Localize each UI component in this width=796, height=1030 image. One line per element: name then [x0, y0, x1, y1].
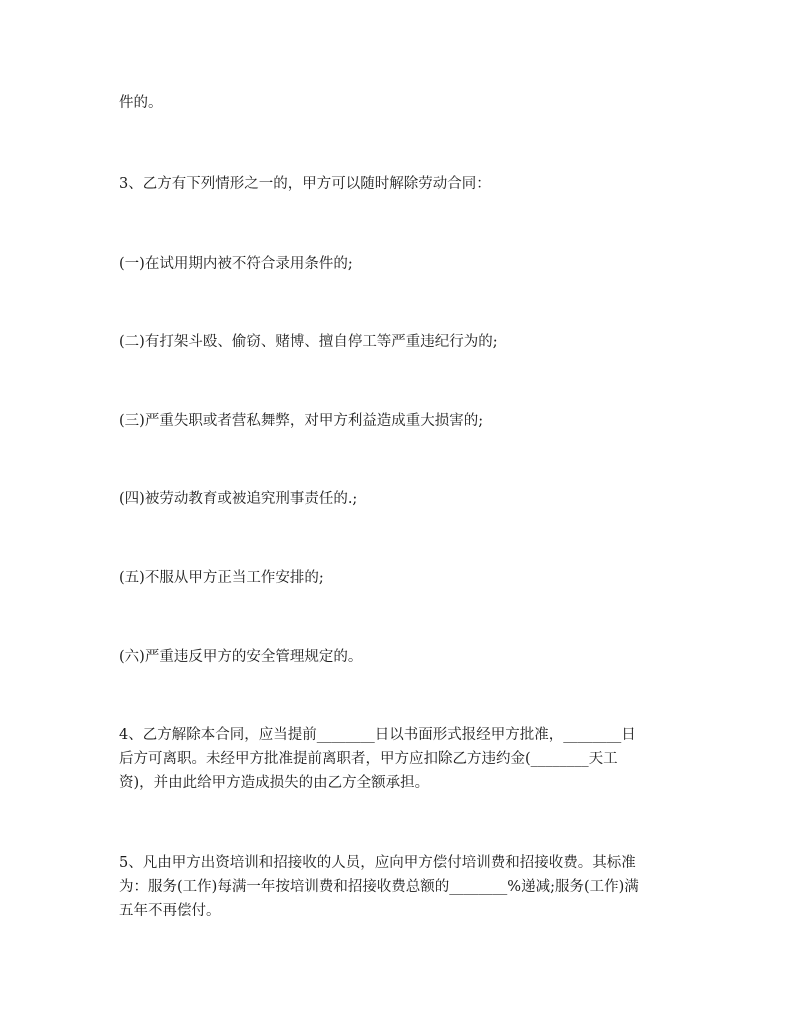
- paragraph-clause-3: [119, 172, 679, 196]
- paragraph-continuation: [119, 91, 679, 115]
- text-line: (一)在试用期内被不符合录用条件的;: [119, 256, 353, 272]
- paragraph-item-5: [119, 566, 679, 590]
- paragraph-clause-5: [119, 851, 679, 923]
- text-line: (六)严重违反甲方的安全管理规定的。: [119, 649, 363, 665]
- text-line: (五)不服从甲方正当工作安排的;: [119, 570, 324, 586]
- text-line: (三)严重失职或者营私舞弊，对甲方利益造成重大损害的;: [119, 413, 484, 429]
- paragraph-item-6: [119, 645, 679, 669]
- paragraph-item-3: [119, 409, 679, 433]
- text-line: (四)被劳动教育或被追究刑事责任的.;: [119, 491, 358, 507]
- paragraph-item-4: [119, 487, 679, 511]
- text-line: 资)，并由此给甲方造成损失的由乙方全额承担。: [119, 775, 430, 791]
- text-line: 3、乙方有下列情形之一的，甲方可以随时解除劳动合同：: [119, 176, 491, 192]
- text-line: 后方可离职。未经甲方批准提前离职者，甲方应扣除乙方违约金(________天工: [119, 751, 618, 767]
- text-line: (二)有打架斗殴、偷窃、赌博、擅自停工等严重违纪行为的;: [119, 334, 498, 350]
- text-line: 五年不再偿付。: [119, 903, 221, 919]
- paragraph-item-1: [119, 252, 679, 276]
- paragraph-item-2: [119, 330, 679, 354]
- text-line: 5、凡由甲方出资培训和招接收的人员，应向甲方偿付培训费和招接收费。其标准: [119, 855, 636, 871]
- text-line: 4、乙方解除本合同，应当提前________日以书面形式报经甲方批准，________日: [119, 727, 636, 743]
- paragraph-clause-4: [119, 723, 679, 795]
- text-line: 为：服务(工作)每满一年按培训费和招接收费总额的________%递减;服务(工作)满: [119, 879, 639, 895]
- text-line: 件的。: [119, 95, 163, 111]
